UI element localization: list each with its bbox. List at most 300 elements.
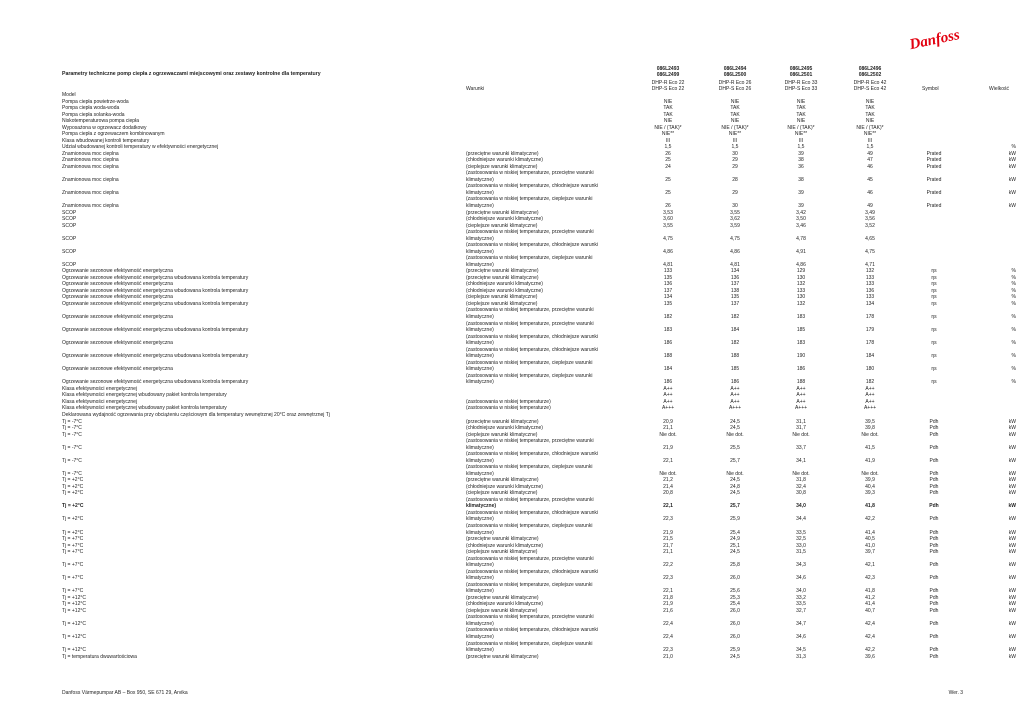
row-value-model-3: 132 [796, 300, 806, 307]
row-value-model-2: 138 [730, 287, 740, 294]
row-name: Ogrzewanie sezonowe efektywność energetyczna wbudowana kontrola temperatury [62, 327, 249, 334]
row-name: SCOP [62, 209, 77, 216]
row-conditions: (zastosowania w niskiej temperaturze, przeciętne warunki [466, 320, 594, 327]
row-value-model-3: Nie dot. [792, 431, 810, 438]
row-conditions: (przeciętne warunki klimatyczne) [466, 418, 539, 425]
row-value-model-4: 134 [865, 300, 875, 307]
row-unit: kW [1008, 483, 1016, 490]
row-value-model-4: 49 [867, 203, 873, 209]
row-conditions: (przeciętne warunki klimatyczne) [466, 477, 539, 484]
row-unit: kW [1008, 562, 1016, 569]
row-conditions: (zastosowania w niskiej temperaturze, chłodniejsze warunki [466, 346, 599, 353]
row-unit: kW [1008, 176, 1016, 183]
row-symbol: Pdh [929, 516, 939, 523]
row-value-model-2: 1,5 [731, 144, 739, 151]
row-symbol: Prated [926, 150, 942, 157]
row-conditions: klimatyczne) [466, 516, 494, 523]
row-conditions: (chłodniejsze warunki klimatyczne) [466, 157, 543, 164]
row-symbol: Prated [926, 203, 942, 209]
model-code-a-4: 086L2496 [858, 66, 882, 72]
row-value-model-4: 133 [865, 274, 875, 281]
row-value-model-2: TAK [730, 105, 740, 112]
row-value-model-3: TAK [796, 111, 806, 118]
row-name: SCOP [62, 261, 77, 268]
row-value-model-3: 34,3 [796, 562, 806, 569]
row-value-model-3: 130 [796, 274, 806, 281]
row-name: Klasa efektywności energetycznej [62, 385, 138, 392]
row-value-model-4: 42,4 [865, 633, 875, 640]
row-value-model-4: 41,0 [865, 542, 875, 549]
row-unit: kW [1008, 575, 1016, 582]
row-unit: kW [1008, 189, 1016, 196]
row-name: Tj = +12°C [62, 633, 86, 640]
row-conditions: klimatyczne) [466, 340, 494, 347]
row-value-model-4: 4,75 [865, 248, 875, 255]
row-unit: % [1011, 287, 1016, 294]
row-unit: kW [1008, 620, 1016, 627]
row-value-model-2: 25,7 [730, 457, 740, 464]
row-name: Pompa ciepła woda-woda [62, 105, 120, 112]
row-name: Pompa ciepła z ogrzewaczem kombinowanym [62, 131, 165, 138]
row-value-model-2: 182 [730, 314, 740, 321]
logo-wordmark: Danfoss [908, 26, 962, 52]
row-conditions: klimatyczne) [466, 588, 494, 595]
row-value-model-1: 25 [665, 189, 671, 196]
row-conditions: (chłodniejsze warunki klimatyczne) [466, 483, 543, 490]
row-unit: kW [1008, 477, 1016, 484]
row-unit: % [1011, 353, 1016, 360]
row-unit: % [1011, 294, 1016, 301]
row-value-model-3: 4,91 [796, 248, 806, 255]
row-name: Ogrzewanie sezonowe efektywność energetyczna wbudowana kontrola temperatury [62, 287, 249, 294]
row-symbol: ηs [931, 274, 937, 281]
row-value-model-1: 22,1 [663, 503, 673, 510]
row-value-model-4: NIE [865, 118, 875, 125]
row-name: Niskotemperaturowa pompa ciepła [62, 118, 139, 125]
row-value-model-3: 4,78 [796, 235, 806, 242]
row-unit: kW [1008, 633, 1016, 640]
row-conditions: (zastosowania w niskiej temperaturze, chłodniejsze warunki [466, 451, 599, 458]
row-value-model-4: 42,1 [865, 562, 875, 569]
row-value-model-1: 21,7 [663, 542, 673, 549]
row-value-model-1: 186 [663, 340, 673, 347]
row-value-model-1: 22,4 [663, 633, 673, 640]
row-conditions: (zastosowania w niskiej temperaturze, cieplejsze warunki [466, 372, 593, 379]
model-name-s-1: DHP-S Eco 22 [651, 86, 685, 92]
row-value-model-3: 130 [796, 294, 806, 301]
column-header-conditions: Warunki [466, 86, 485, 92]
row-name: Tj = +2°C [62, 490, 84, 497]
row-value-model-4: 42,3 [865, 575, 875, 582]
row-value-model-1: 21,6 [663, 607, 673, 614]
row-name: Klasa efektywności energetycznej wbudowany pakiet kontrola temperatury [62, 392, 227, 399]
row-value-model-3: 36 [798, 163, 804, 170]
row-value-model-2: NIE [730, 98, 740, 105]
row-name: Ogrzewanie sezonowe efektywność energetyczna wbudowana kontrola temperatury [62, 353, 249, 360]
row-symbol: Pdh [929, 620, 939, 627]
row-value-model-3: 31,1 [796, 418, 806, 425]
row-value-model-3: NIE [796, 118, 806, 125]
row-value-model-1: 21,9 [663, 601, 673, 608]
row-symbol: Pdh [929, 457, 939, 464]
row-value-model-1: 3,55 [663, 222, 673, 229]
row-value-model-1: 22,3 [663, 516, 673, 523]
row-name: Wyposażona w ogrzewacz dodatkowy [62, 124, 147, 131]
row-unit: kW [1008, 607, 1016, 614]
row-name: Ogrzewanie sezonowe efektywność energetyczna wbudowana kontrola temperatury [62, 300, 249, 307]
row-name: Znamionowa moc cieplna [62, 189, 119, 196]
row-conditions: klimatyczne) [466, 633, 494, 640]
row-value-model-2: 24,5 [730, 425, 740, 432]
row-unit: kW [1008, 470, 1016, 477]
row-unit: kW [1008, 431, 1016, 438]
row-conditions: klimatyczne) [466, 189, 494, 196]
row-symbol: Prated [926, 163, 942, 170]
row-symbol: ηs [931, 327, 937, 334]
row-value-model-2: 188 [730, 353, 740, 360]
row-value-model-1: 183 [663, 327, 673, 334]
row-symbol: Pdh [929, 647, 939, 654]
row-name: Znamionowa moc cieplna [62, 203, 119, 209]
row-value-model-2: 24,5 [730, 418, 740, 425]
row-conditions: (zastosowania w niskiej temperaturze, cieplejsze warunki [466, 581, 593, 588]
row-conditions: (zastosowania w niskiej temperaturze, przeciętne warunki [466, 555, 594, 562]
row-value-model-4: III [867, 137, 873, 144]
row-value-model-4: 41,4 [865, 529, 875, 536]
row-value-model-4: 42,2 [865, 647, 875, 654]
row-value-model-2: 4,75 [730, 235, 740, 242]
row-conditions: klimatyczne) [466, 503, 497, 510]
row-symbol: Pdh [929, 444, 939, 451]
row-symbol: Pdh [929, 529, 939, 536]
row-unit: % [1011, 268, 1016, 275]
row-conditions: klimatyczne) [466, 248, 494, 255]
row-conditions: (zastosowania w niskiej temperaturze) [466, 405, 551, 412]
model-code-b-1: 086L2499 [656, 72, 680, 78]
row-value-model-2: 30 [732, 203, 738, 209]
row-value-model-3: III [798, 137, 804, 144]
row-conditions: klimatyczne) [466, 470, 494, 477]
row-value-model-2: 4,81 [730, 261, 740, 268]
row-value-model-1: 134 [663, 294, 673, 301]
row-name: Ogrzewanie sezonowe efektywność energetyczna [62, 366, 173, 373]
row-value-model-4: 178 [865, 314, 875, 321]
row-value-model-2: 26,0 [730, 607, 740, 614]
row-value-model-1: 22,4 [663, 620, 673, 627]
row-value-model-1: 3,60 [663, 216, 673, 223]
row-conditions: (przeciętne warunki klimatyczne) [466, 594, 539, 601]
row-value-model-2: TAK [730, 111, 740, 118]
row-conditions: (przeciętne warunki klimatyczne) [466, 268, 539, 275]
row-value-model-3: NIE** [794, 131, 808, 138]
row-conditions: (zastosowania w niskiej temperaturze, przeciętne warunki [466, 170, 594, 177]
row-value-model-3: 33,5 [796, 601, 806, 608]
row-value-model-1: NIE [663, 98, 673, 105]
row-value-model-2: NIE / (TAK)* [721, 124, 749, 131]
row-value-model-4: 49 [867, 150, 873, 157]
row-name: Tj = +12°C [62, 601, 86, 608]
row-unit: % [1011, 144, 1016, 151]
row-symbol: ηs [931, 314, 937, 321]
row-value-model-3: TAK [796, 105, 806, 112]
row-name: Tj = +7°C [62, 562, 84, 569]
row-conditions: (zastosowania w niskiej temperaturze, cieplejsze warunki [466, 359, 593, 366]
row-conditions: klimatyczne) [466, 444, 494, 451]
row-conditions: klimatyczne) [466, 176, 494, 183]
row-value-model-2: 28 [732, 176, 738, 183]
row-value-model-3: 3,42 [796, 209, 806, 216]
row-value-model-4: 46 [867, 163, 873, 170]
row-value-model-2: 137 [730, 300, 740, 307]
row-value-model-4: TAK [865, 105, 875, 112]
row-value-model-2: 30 [732, 150, 738, 157]
row-conditions: (chłodniejsze warunki klimatyczne) [466, 601, 543, 608]
row-name: Tj = -7°C [62, 425, 82, 432]
row-conditions: klimatyczne) [466, 620, 494, 627]
row-unit: % [1011, 314, 1016, 321]
model-code-a-1: 086L2493 [656, 66, 680, 72]
row-value-model-4: 3,52 [865, 222, 875, 229]
row-value-model-3: 30,8 [796, 490, 806, 497]
row-value-model-4: 3,49 [865, 209, 875, 216]
row-value-model-1: 182 [663, 314, 673, 321]
page-title: Parametry techniczne pomp ciepła z ogrzewaczami miejscowymi oraz zestawy kontrolne dla temperatury [62, 71, 321, 77]
row-conditions: (zastosowania w niskiej temperaturze, cieplejsze warunki [466, 522, 593, 529]
row-value-model-2: Nie dot. [726, 470, 744, 477]
row-value-model-1: 21,0 [663, 653, 673, 660]
row-name: Tj = -7°C [62, 470, 82, 477]
row-value-model-2: 3,59 [730, 222, 740, 229]
row-value-model-3: 190 [796, 353, 806, 360]
row-value-model-4: 40,5 [865, 536, 875, 543]
row-value-model-3: NIE / (TAK)* [787, 124, 815, 131]
row-name: Znamionowa moc cieplna [62, 163, 119, 170]
row-name: Tj = +2°C [62, 503, 84, 510]
model-name-s-3: DHP-S Eco 33 [784, 86, 818, 92]
row-value-model-1: Nie dot. [659, 470, 677, 477]
row-symbol: Prated [926, 189, 942, 196]
row-value-model-1: 21,1 [663, 425, 673, 432]
row-value-model-4: A++ [865, 398, 875, 405]
row-unit: % [1011, 274, 1016, 281]
row-value-model-4: TAK [865, 111, 875, 118]
row-value-model-3: 31,8 [796, 477, 806, 484]
row-value-model-4: 178 [865, 340, 875, 347]
row-value-model-3: 34,5 [796, 647, 806, 654]
row-conditions: (zastosowania w niskiej temperaturze, chłodniejsze warunki [466, 242, 599, 249]
row-value-model-1: 135 [663, 274, 673, 281]
row-conditions: (chłodniejsze warunki klimatyczne) [466, 542, 543, 549]
row-value-model-4: 39,3 [865, 490, 875, 497]
row-value-model-3: 33,0 [796, 542, 806, 549]
row-value-model-3: 3,50 [796, 216, 806, 223]
row-value-model-3: 34,0 [796, 588, 806, 595]
row-symbol: Pdh [929, 483, 939, 490]
row-value-model-3: 39 [798, 150, 804, 157]
row-value-model-4: Nie dot. [861, 431, 879, 438]
row-value-model-3: 133 [796, 287, 806, 294]
row-value-model-1: 25 [665, 176, 671, 183]
row-value-model-3: 32,4 [796, 483, 806, 490]
row-value-model-4: 41,2 [865, 594, 875, 601]
row-conditions: klimatyczne) [466, 379, 494, 386]
row-name: SCOP [62, 222, 77, 229]
row-name: Klasa wbudowanej kontroli temperatury [62, 137, 150, 144]
row-name: Tj = +2°C [62, 516, 84, 523]
row-conditions: (zastosowania w niskiej temperaturze, przeciętne warunki [466, 496, 594, 503]
row-value-model-2: 25,8 [730, 562, 740, 569]
row-value-model-1: Nie dot. [659, 431, 677, 438]
row-unit: % [1011, 281, 1016, 288]
row-value-model-1: 22,1 [663, 588, 673, 595]
row-conditions: (cieplejsze warunki klimatyczne) [466, 222, 538, 229]
row-conditions: (cieplejsze warunki klimatyczne) [466, 163, 538, 170]
row-value-model-3: 34,6 [796, 575, 806, 582]
row-symbol: Pdh [929, 503, 939, 510]
row-name: Tj = +7°C [62, 549, 84, 556]
row-value-model-3: 183 [796, 340, 806, 347]
row-conditions: (cieplejsze warunki klimatyczne) [466, 294, 538, 301]
row-value-model-3: A++ [796, 392, 806, 399]
row-symbol: ηs [931, 340, 937, 347]
row-name: SCOP [62, 216, 77, 223]
row-value-model-3: 34,7 [796, 620, 806, 627]
row-value-model-3: 129 [796, 268, 806, 275]
row-unit: % [1011, 379, 1016, 386]
row-value-model-1: 136 [663, 281, 673, 288]
footer-version: Wer. 3 [948, 690, 963, 696]
row-conditions: (cieplejsze warunki klimatyczne) [466, 549, 538, 556]
row-unit: kW [1008, 457, 1016, 464]
row-unit: kW [1008, 163, 1016, 170]
row-value-model-1: 26 [665, 203, 671, 209]
row-conditions: (zastosowania w niskiej temperaturze, cieplejsze warunki [466, 255, 593, 262]
row-conditions: (przeciętne warunki klimatyczne) [466, 150, 539, 157]
row-value-model-3: A++ [796, 398, 806, 405]
model-code-b-2: 086L2500 [723, 72, 747, 78]
row-value-model-2: 25,3 [730, 594, 740, 601]
model-name-r-2: DHP-R Eco 26 [718, 80, 752, 86]
danfoss-logo [905, 26, 967, 52]
row-symbol: ηs [931, 294, 937, 301]
row-symbol: Pdh [929, 594, 939, 601]
row-name: Tj = -7°C [62, 444, 82, 451]
row-value-model-2: 25,9 [730, 647, 740, 654]
row-value-model-4: 41,9 [865, 457, 875, 464]
row-value-model-4: 40,7 [865, 607, 875, 614]
row-unit: kW [1008, 503, 1016, 510]
row-symbol: Prated [926, 157, 942, 164]
row-value-model-1: A++ [663, 398, 673, 405]
row-value-model-1: 21,9 [663, 444, 673, 451]
row-conditions: klimatyczne) [466, 366, 494, 373]
row-name: Tj = +2°C [62, 529, 84, 536]
row-value-model-2: 3,55 [730, 209, 740, 216]
row-value-model-3: A++ [796, 385, 806, 392]
row-value-model-4: 41,4 [865, 601, 875, 608]
row-name: Ogrzewanie sezonowe efektywność energetyczna wbudowana kontrola temperatury [62, 274, 249, 281]
row-value-model-2: A+++ [728, 405, 742, 412]
row-symbol: Pdh [929, 549, 939, 556]
row-value-model-4: 133 [865, 281, 875, 288]
row-value-model-4: 39,9 [865, 477, 875, 484]
row-value-model-3: 185 [796, 327, 806, 334]
row-value-model-1: 186 [663, 379, 673, 386]
row-value-model-4: 184 [865, 353, 875, 360]
row-name: Tj = +12°C [62, 607, 86, 614]
row-value-model-1: 184 [663, 366, 673, 373]
row-name: Udział wbudowanej kontroli temperatury w efektywności energetycznej [62, 144, 219, 151]
row-value-model-1: NIE [663, 118, 673, 125]
row-value-model-3: 33,7 [796, 444, 806, 451]
row-unit: kW [1008, 203, 1016, 209]
row-name: Tj = +7°C [62, 536, 84, 543]
row-conditions: klimatyczne) [466, 261, 494, 268]
row-value-model-3: 33,2 [796, 594, 806, 601]
model-name-r-1: DHP-R Eco 22 [651, 80, 685, 86]
row-value-model-4: 39,7 [865, 549, 875, 556]
row-value-model-3: 1,5 [797, 144, 805, 151]
row-value-model-2: III [732, 137, 738, 144]
row-unit: kW [1008, 647, 1016, 654]
row-value-model-1: 21,9 [663, 529, 673, 536]
row-unit: kW [1008, 157, 1016, 164]
row-value-model-2: A++ [730, 385, 740, 392]
row-value-model-1: III [665, 137, 671, 144]
row-value-model-1: 133 [663, 268, 673, 275]
row-value-model-3: Nie dot. [792, 470, 810, 477]
row-value-model-2: 136 [730, 274, 740, 281]
row-value-model-3: 39 [798, 189, 804, 196]
row-symbol: Pdh [929, 418, 939, 425]
row-value-model-4: 1,5 [866, 144, 874, 151]
row-conditions: klimatyczne) [466, 457, 494, 464]
row-symbol: ηs [931, 366, 937, 373]
row-unit: kW [1008, 418, 1016, 425]
row-value-model-3: 33,5 [796, 529, 806, 536]
row-value-model-4: 41,8 [865, 588, 875, 595]
row-value-model-1: 137 [663, 287, 673, 294]
row-value-model-2: 185 [730, 366, 740, 373]
row-value-model-1: 1,5 [664, 144, 672, 151]
row-name: Klasa efektywności energetycznej [62, 398, 138, 405]
model-code-a-3: 086L2495 [789, 66, 813, 72]
row-value-model-4: 3,56 [865, 216, 875, 223]
row-value-model-3: 188 [796, 379, 806, 386]
row-value-model-1: 22,1 [663, 457, 673, 464]
row-value-model-1: A+++ [661, 405, 675, 412]
row-value-model-4: 47 [867, 157, 873, 164]
row-value-model-1: 3,53 [663, 209, 673, 216]
row-value-model-2: A++ [730, 398, 740, 405]
footer-address: Danfoss Värmepumpar AB – Box 950, SE 671 29, Arvika [62, 690, 188, 696]
model-name-s-4: DHP-S Eco 42 [853, 86, 887, 92]
row-conditions: klimatyczne) [466, 327, 494, 334]
row-value-model-2: 26,0 [730, 575, 740, 582]
row-value-model-1: 20,9 [663, 418, 673, 425]
row-conditions: (zastosowania w niskiej temperaturze) [466, 398, 551, 405]
row-name: Tj = -7°C [62, 418, 82, 425]
row-unit: kW [1008, 444, 1016, 451]
row-conditions: (zastosowania w niskiej temperaturze, chłodniejsze warunki [466, 333, 599, 340]
row-value-model-4: 42,2 [865, 516, 875, 523]
row-value-model-3: 32,7 [796, 607, 806, 614]
row-value-model-4: 39,5 [865, 418, 875, 425]
row-value-model-3: 38 [798, 157, 804, 164]
row-value-model-3: 31,7 [796, 425, 806, 432]
row-value-model-1: TAK [663, 111, 673, 118]
row-name: Ogrzewanie sezonowe efektywność energetyczna [62, 340, 173, 347]
